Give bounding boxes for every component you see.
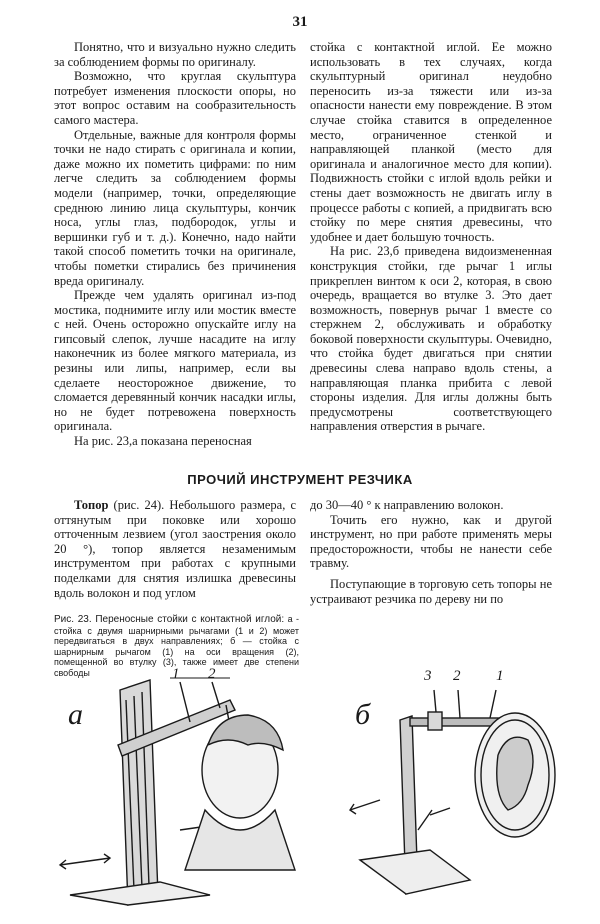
figure-23b [310, 660, 580, 910]
paragraph: до 30—40 ° к направлению волокон. [310, 498, 504, 512]
figure-a-num-1: 1 [172, 666, 180, 682]
term-axe: Топор [74, 498, 109, 512]
paragraph: Возможно, что круглая скульптура потребует изменения плоскости опоры, но этот вопрос оставим на сообразительность самого мастера. [54, 69, 296, 127]
column-top-left [54, 40, 296, 449]
paragraph: На рис. 23,а показана переносная [74, 434, 252, 449]
figure-23a [30, 660, 300, 910]
paragraph [54, 498, 296, 600]
figure-a-label: а [68, 698, 83, 731]
caption-title: Рис. 23. Переносные стойки с контактной иглой: [54, 614, 285, 625]
paragraph: Прежде чем удалять оригинал из-под мостика, поднимите иглу или мостик вместе с ней. Очень осторожно опускайте иглу на гипсовый слепок, лучше насадите на иглу наконечник из более мягкого материала, из резины или липы, например, если вы сделаете неосторожное движение, то сломается деревянный кончик насадки иглы, но не будет потревожена поверхность оригинала. [54, 288, 296, 434]
figure-23b-drawing [310, 660, 580, 910]
figure-b-num-1: 1 [496, 668, 504, 684]
paragraph: Понятно, что и визуально нужно следить за соблюдением формы по оригиналу. [54, 40, 296, 69]
figure-b-num-3: 3 [424, 668, 432, 684]
paragraph: Поступающие в торговую сеть топоры не устраивают резчика по дереву ни по [310, 576, 552, 606]
section-heading: ПРОЧИЙ ИНСТРУМЕНТ РЕЗЧИКА [187, 472, 413, 487]
figure-b-num-2: 2 [453, 668, 461, 684]
paragraph: На рис. 23,б приведена видоизмененная конструкция стойки, где рычаг 1 иглы прикреплен винтом к оси 2, которая, в свою очередь, вращается во втулке 3. Это дает возможность, повернув рычаг 1 вместе со стержнем 2, обслуживать и обработку боковой поверхности скульптуры. Очевидно, что стойка будет двигаться при снятии древесины слева направо вдоль стены, а направляющая планка прибита с левой стороны изделия. Для иглы должны быть предусмотрены соответствующего направления отверстия в рычаге. [310, 244, 552, 434]
page-number: 31 [292, 14, 308, 30]
figure-b-label: б [355, 698, 371, 731]
column-bottom-left [54, 498, 296, 600]
paragraph: стойка с контактной иглой. Ее можно использовать в тех случаях, когда скульптурный оригинал неудобно переносить из-за тяжести или из-за опасности нанести ему повреждение. В этом случае стойка ставится в определенное место, ограниченное стенкой и направляющей планкой (место для оригинала и аналогичное место для копии). Подвижность стойки с иглой вдоль рейки и стены дает возможность не двигать иглу в процессе работы с копией, а придвигать всю стойку по мере снятия древесины, что удобнее и дает большую точность. [310, 40, 552, 244]
paragraph: Отдельные, важные для контроля формы точки не надо стирать с оригинала и копии, даже можно их пометить цифрами: по ним легче следить за соблюдением формы модели (например, точки, определяющие среднюю линию лица скульптуры, кончик носа, углы глаз, подбородок, углы и вершинки губ и т. д.). Конечно, надо найти такой способ пометить точки на оригинале, чтобы пометки стирались без причинения вреда оригиналу. [54, 127, 296, 288]
figure-a-num-2: 2 [208, 666, 216, 682]
paragraph-text: (рис. 24). Небольшого размера, с оттянутым при поковке или хорошо отточенным лезвием (угол заострения около 20 °), топор является незаменимым инструментом при работах с крупными поделками для снятия излишка древесины вдоль волокон и под углом [54, 498, 296, 600]
column-bottom-right [310, 498, 552, 606]
column-top-right [310, 40, 552, 434]
paragraph: Точить его нужно, как и другой инструмент, но при работе применять меры предосторожности, чтобы не нанести себе травму. [310, 512, 552, 571]
caption-body: а - стойка с двумя шарнирными рычагами (1 и 2) может передвигаться в двух направлениях; б — стойка с шарнирным рычагом (1) на оси вращения (2), помещенной во втулку (3), также имеет две степени свободы [54, 614, 299, 678]
